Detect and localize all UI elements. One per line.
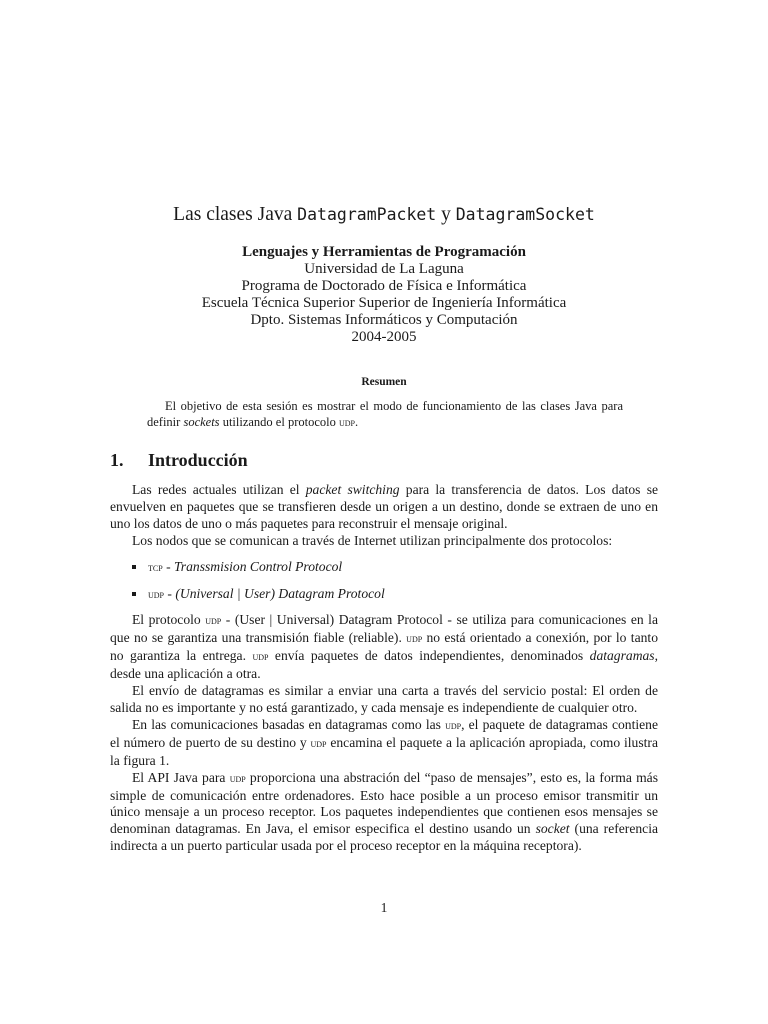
affiliation-block bbox=[0, 244, 768, 346]
paragraph: Los nodos que se comunican a través de Internet utilizan principalmente dos protocolos: bbox=[132, 532, 613, 548]
list-item: udp - (Universal | User) Datagram Protocol bbox=[132, 586, 658, 604]
page-number: 1 bbox=[380, 900, 388, 915]
bullet-icon bbox=[132, 565, 136, 569]
academic-year: 2004-2005 bbox=[351, 329, 417, 345]
program: Programa de Doctorado de Física e Informática bbox=[241, 278, 527, 294]
paragraph: El envío de datagramas es similar a enviar una carta a través del servicio postal: El orden de salida no es importante y no está garantizado, y cada mensaje es independiente de cualquier otro. bbox=[110, 683, 658, 715]
document-title: Las clases Java DatagramPacket y DatagramSocket bbox=[173, 204, 595, 225]
course-name: Lenguajes y Herramientas de Programación bbox=[242, 244, 526, 260]
department: Dpto. Sistemas Informáticos y Computación bbox=[250, 312, 518, 328]
class-name-datagramsocket: DatagramSocket bbox=[455, 205, 595, 224]
section-heading bbox=[110, 450, 248, 471]
paragraph: En las comunicaciones basadas en datagramas como las udp, el paquete de datagramas contiene el número de puerto de su destino y udp encamina el paquete a la aplicación apropiada, como ilustra la figura 1. bbox=[110, 716, 658, 768]
university: Universidad de La Laguna bbox=[304, 261, 464, 277]
protocol-list bbox=[110, 559, 658, 604]
class-name-datagrampacket: DatagramPacket bbox=[297, 205, 437, 224]
bullet-icon bbox=[132, 592, 136, 596]
abstract-text: El objetivo de esta sesión es mostrar el modo de funcionamiento de las clases Java para definir sockets utilizando el protocolo udp. bbox=[147, 399, 623, 429]
paragraph: El protocolo udp - (User | Universal) Datagram Protocol - se utiliza para comunicaciones en la que no se garantiza una transmisión fiable (reliable). udp no está orientado a conexión, por lo tanto no garantiza la entrega. udp envía paquetes de datos independientes, denominados datagramas, desde una aplicación a otra. bbox=[110, 612, 659, 682]
abstract-heading: Resumen bbox=[361, 376, 407, 388]
school: Escuela Técnica Superior Superior de Ingeniería Informática bbox=[201, 295, 567, 311]
paragraph: El API Java para udp proporciona una abstración del “paso de mensajes”, esto es, la forma más simple de comunicación entre ordenadores. Esto hace posible a un proceso emisor transmitir un único mensaje a un proceso receptor. Los paquetes independientes que contienen esos mensajes se denominan datagramas. En Java, el emisor especifica el destino usando un socket (una referencia indirecta a un puerto particular usada por el proceso receptor en la máquina receptora). bbox=[110, 769, 659, 854]
list-item: tcp - Transsmision Control Protocol bbox=[132, 559, 658, 577]
paragraph: Las redes actuales utilizan el packet switching para la transferencia de datos. Los datos se envuelven en paquetes que se transfieren desde un origen a un destino, donde se extraen de uno en uno los datos de uno o más paquetes para reconstruir el mensaje original. bbox=[110, 482, 659, 531]
section-body bbox=[110, 482, 658, 855]
section-number: 1. bbox=[110, 450, 124, 470]
section-title: Introducción bbox=[148, 450, 248, 470]
